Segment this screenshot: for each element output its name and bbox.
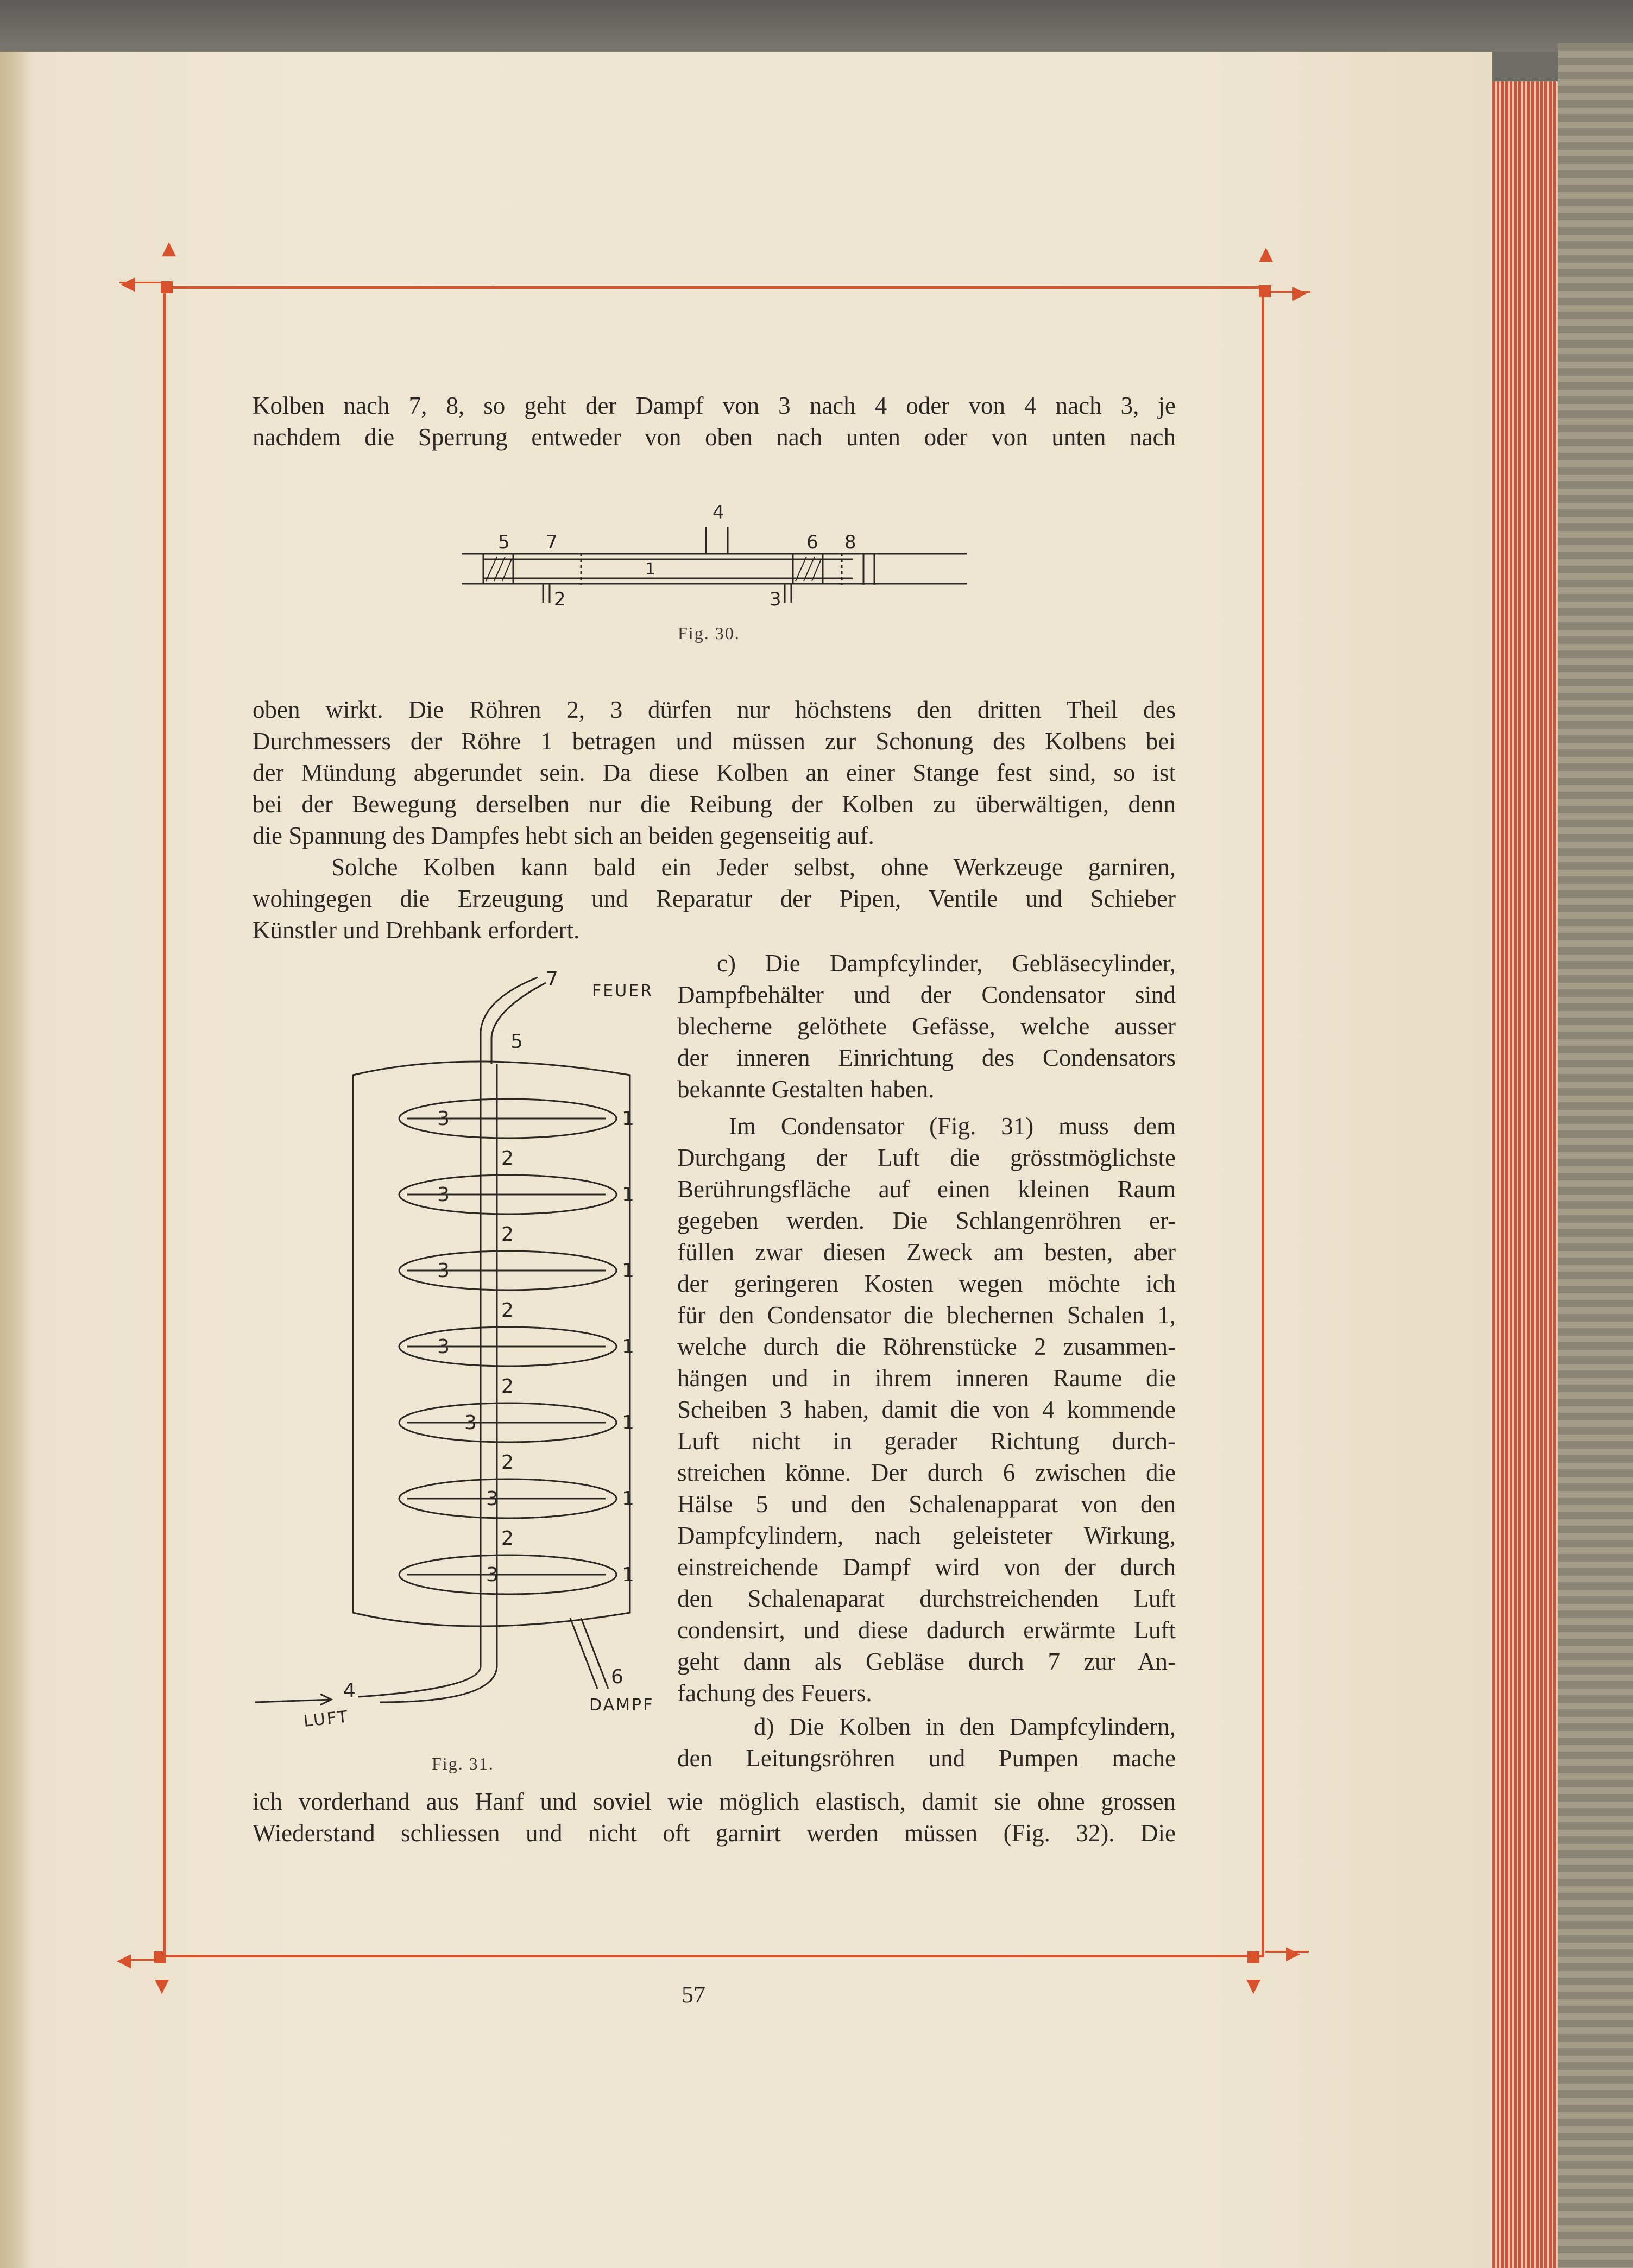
neck-label: 2 (501, 1375, 514, 1398)
text-line: streichen könne. Der durch 6 zwischen die (677, 1459, 1176, 1486)
condenser-tank (353, 1062, 630, 1626)
fig30-label-4: 4 (713, 502, 724, 523)
frame-right-rule (1262, 286, 1264, 1957)
text-line: hängen und in ihrem inneren Raume die (677, 1364, 1176, 1392)
text-line: Luft nicht in gerader Richtung durch- (677, 1427, 1176, 1455)
text-line: Hälse 5 und den Schalenapparat von den (677, 1490, 1176, 1518)
text-line: fachung des Feuers. (677, 1679, 872, 1707)
frame-corner (1259, 285, 1271, 297)
neck-label: 2 (501, 1147, 514, 1170)
text-line: den Leitungsröhren und Pumpen mache (677, 1745, 1176, 1772)
page-edges (1492, 81, 1558, 2268)
text-line: bekannte Gestalten haben. (677, 1076, 935, 1103)
text-line: wohingegen die Erzeugung und Reparatur der Pipen, Ventile und Schieber (253, 885, 1176, 912)
air-inlet-pipe-wall (380, 1667, 497, 1702)
arrow-up-icon: ▲ (162, 237, 176, 259)
text-line: Künstler und Drehbank erfordert. (253, 917, 580, 944)
text-line: einstreichende Dampf wird von der durch (677, 1553, 1176, 1581)
text-line: ich vorderhand aus Hanf und soviel wie möglich elastisch, damit sie ohne grossen (253, 1788, 1176, 1815)
neck-label: 2 (501, 1299, 514, 1322)
book-cover-top (0, 0, 1633, 52)
shell-label: 1 (622, 1260, 634, 1282)
frame-bottom-rule (159, 1955, 1264, 1957)
frame-left-rule (163, 286, 166, 1957)
frame-corner (1247, 1951, 1259, 1963)
neck-label: 2 (501, 1451, 514, 1474)
label-5: 5 (510, 1031, 523, 1053)
text-line: den Schalenaparat durchstreichenden Luft (677, 1585, 1176, 1612)
disc-label: 3 (486, 1564, 499, 1586)
piston-6 (793, 554, 823, 584)
text-line: Berührungsfläche auf einen kleinen Raum (677, 1176, 1176, 1203)
text-line: blecherne gelöthete Gefässe, welche ausser (677, 1013, 1176, 1040)
label-4: 4 (343, 1679, 356, 1702)
shell-label: 1 (622, 1184, 634, 1206)
text-line: Scheiben 3 haben, damit die von 4 kommende (677, 1396, 1176, 1423)
text-line: Durchmessers der Röhre 1 betragen und müssen zur Schonung des Kolbens bei (253, 728, 1176, 755)
text-line: Kolben nach 7, 8, so geht der Dampf von 3 nach 4 oder von 4 nach 3, je (253, 392, 1176, 419)
shell-label: 1 (622, 1336, 634, 1358)
text-line: Durchgang der Luft die grösstmöglichste (677, 1144, 1176, 1171)
air-inlet-pipe (358, 1667, 481, 1697)
disc-label: 3 (486, 1488, 499, 1510)
arrow-down-icon: ▼ (1246, 1975, 1261, 1997)
fig30-label-5: 5 (498, 532, 510, 553)
shell-label: 1 (622, 1488, 634, 1510)
arrow-right-icon (255, 1694, 331, 1705)
piston-5 (483, 554, 513, 584)
text-line: geht dann als Gebläse durch 7 zur An- (677, 1648, 1176, 1675)
figure-30-diagram (445, 489, 978, 619)
text-line: d) Die Kolben in den Dampfcylindern, (754, 1713, 1176, 1740)
text-line: c) Die Dampfcylinder, Gebläsecylinder, (717, 950, 1176, 977)
text-line: der Mündung abgerundet sein. Da diese Kolben an einer Stange fest sind, so ist (253, 759, 1176, 786)
shell-label: 1 (622, 1564, 634, 1586)
neck-label: 2 (501, 1527, 514, 1550)
fig30-label-1: 1 (645, 560, 656, 579)
text-line: welche durch die Röhrenstücke 2 zusammen- (677, 1333, 1176, 1360)
text-line: der geringeren Kosten wegen möchte ich (677, 1270, 1176, 1297)
arrow-right-icon: ▶ (1286, 1942, 1301, 1964)
figure-31-caption: Fig. 31. (432, 1754, 494, 1773)
arrow-left-icon: ◀ (121, 273, 135, 294)
arrow-left-icon: ◀ (117, 1949, 131, 1971)
label-luft: LUFT (302, 1707, 350, 1731)
text-line: die Spannung des Dampfes hebt sich an beiden gegenseitig auf. (253, 822, 874, 849)
shell-label: 1 (622, 1412, 634, 1434)
disc-label: 3 (437, 1260, 450, 1282)
text-line: nachdem die Sperrung entweder von oben nach unten oder von unten nach (253, 424, 1176, 451)
text-line: Dampfcylindern, nach geleisteter Wirkung, (677, 1522, 1176, 1549)
figure-30-caption: Fig. 30. (678, 623, 740, 643)
disc-label: 3 (437, 1108, 450, 1130)
text-line: der inneren Einrichtung des Condensators (677, 1044, 1176, 1071)
fig30-label-3: 3 (770, 589, 781, 610)
fig30-label-2: 2 (554, 589, 566, 610)
label-7: 7 (546, 968, 558, 990)
fig30-label-6: 6 (806, 532, 818, 553)
shell-label: 1 (622, 1108, 634, 1130)
text-line: gegeben werden. Die Schlangenröhren er- (677, 1207, 1176, 1234)
label-dampf: DAMPF (589, 1696, 654, 1715)
frame-top-rule (163, 286, 1268, 289)
page-number: 57 (682, 1981, 705, 2008)
text-line: condensirt, und diese dadurch erwärmte Luft (677, 1616, 1176, 1644)
text-line: Im Condensator (Fig. 31) muss dem (729, 1113, 1176, 1140)
text-line: Solche Kolben kann bald ein Jeder selbst, ohne Werkzeuge garniren, (331, 854, 1176, 881)
neck-label: 2 (501, 1223, 514, 1246)
frame-corner (161, 281, 173, 293)
fig30-label-8: 8 (844, 532, 856, 553)
book-cover-edge (1558, 43, 1633, 2268)
outlet-pipe-left (481, 977, 538, 1064)
frame-corner (154, 1951, 166, 1963)
text-line: Wiederstand schliessen und nicht oft garnirt werden müssen (Fig. 32). Die (253, 1820, 1176, 1847)
text-line: bei der Bewegung derselben nur die Reibung der Kolben zu überwältigen, denn (253, 791, 1176, 818)
steam-pipe-wall (581, 1618, 608, 1689)
label-6: 6 (611, 1666, 623, 1688)
steam-pipe (570, 1618, 597, 1689)
label-feuer: FEUER (592, 982, 653, 1001)
arrow-up-icon: ▲ (1259, 243, 1273, 264)
disc-label: 3 (464, 1412, 477, 1434)
figure-31-diagram (250, 966, 673, 1754)
disc-label: 3 (437, 1184, 450, 1206)
fig30-label-7: 7 (546, 532, 558, 553)
spine-shadow (0, 52, 33, 2268)
text-line: oben wirkt. Die Röhren 2, 3 dürfen nur höchstens den dritten Theil des (253, 696, 1176, 723)
text-line: Dampfbehälter und der Condensator sind (677, 981, 1176, 1008)
disc-label: 3 (437, 1336, 450, 1358)
arrow-down-icon: ▼ (155, 1975, 169, 1997)
text-line: füllen zwar diesen Zweck am besten, aber (677, 1239, 1176, 1266)
arrow-right-icon: ▶ (1292, 282, 1307, 304)
text-line: für den Condensator die blechernen Schalen 1, (677, 1302, 1176, 1329)
